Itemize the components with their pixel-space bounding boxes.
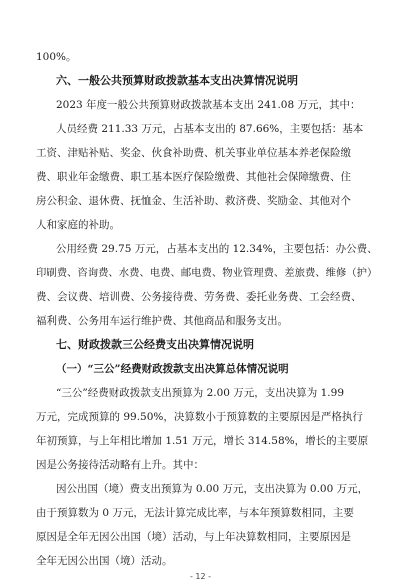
section-heading-7: 七、财政拨款三公经费支出决算情况说明 [56, 338, 254, 351]
text-line: 费、职业年金缴费、职工基本医疗保险缴费、其他社会保障缴费、住 [36, 171, 351, 183]
text-line: 人员经费 211.33 万元，占基本支出的 87.66%，主要包括：基本 [56, 123, 364, 135]
text-line: 房公积金、退休费、抚恤金、生活补助、救济费、奖励金、其他对个 [36, 195, 351, 207]
text-line: “三公”经费财政拨款支出预算为 2.00 万元，支出决算为 1.99 [56, 387, 345, 399]
text-line: 工资、津贴补贴、奖金、伙食补助费、机关事业单位基本养老保险缴 [36, 147, 351, 159]
text-line: 因公出国（境）费支出预算为 0.00 万元，支出决算为 0.00 万元， [56, 483, 369, 495]
text-line: 100%。 [36, 51, 77, 63]
page-number: - 12 - [190, 572, 212, 581]
text-line: 年初预算，与上年相比增加 1.51 万元，增长 314.58%，增长的主要原 [36, 435, 369, 447]
section-heading-6: 六、一般公共预算财政拨款基本支出决算情况说明 [56, 74, 298, 87]
text-line: 因是公务接待活动略有上升。其中： [36, 459, 204, 471]
text-line: 人和家庭的补助。 [36, 219, 120, 231]
text-line: 全年无因公出国（境）活动。 [36, 555, 173, 567]
text-line: 印刷费、咨询费、水费、电费、邮电费、物业管理费、差旅费、维修（护） [36, 267, 378, 279]
text-line: 由于预算数为 0 万元，无法计算完成比率，与本年预算数相同，主要 [36, 507, 354, 519]
subsection-heading: （一）“三公”经费财政拨款支出决算总体情况说明 [56, 363, 289, 375]
text-line: 费、会议费、培训费、公务接待费、劳务费、委托业务费、工会经费、 [36, 291, 362, 303]
text-line: 万元，完成预算的 99.50%，决算数小于预算数的主要原因是严格执行 [36, 411, 363, 423]
text-line: 原因是全年无因公出国（境）活动，与上年决算数相同，主要原因是 [36, 531, 351, 543]
text-line: 福利费、公务用车运行维护费、其他商品和服务支出。 [36, 315, 288, 327]
text-line: 2023 年度一般公共预算财政拨款基本支出 241.08 万元，其中： [56, 99, 361, 111]
text-line: 公用经费 29.75 万元，占基本支出的 12.34%，主要包括：办公费、 [56, 243, 378, 255]
